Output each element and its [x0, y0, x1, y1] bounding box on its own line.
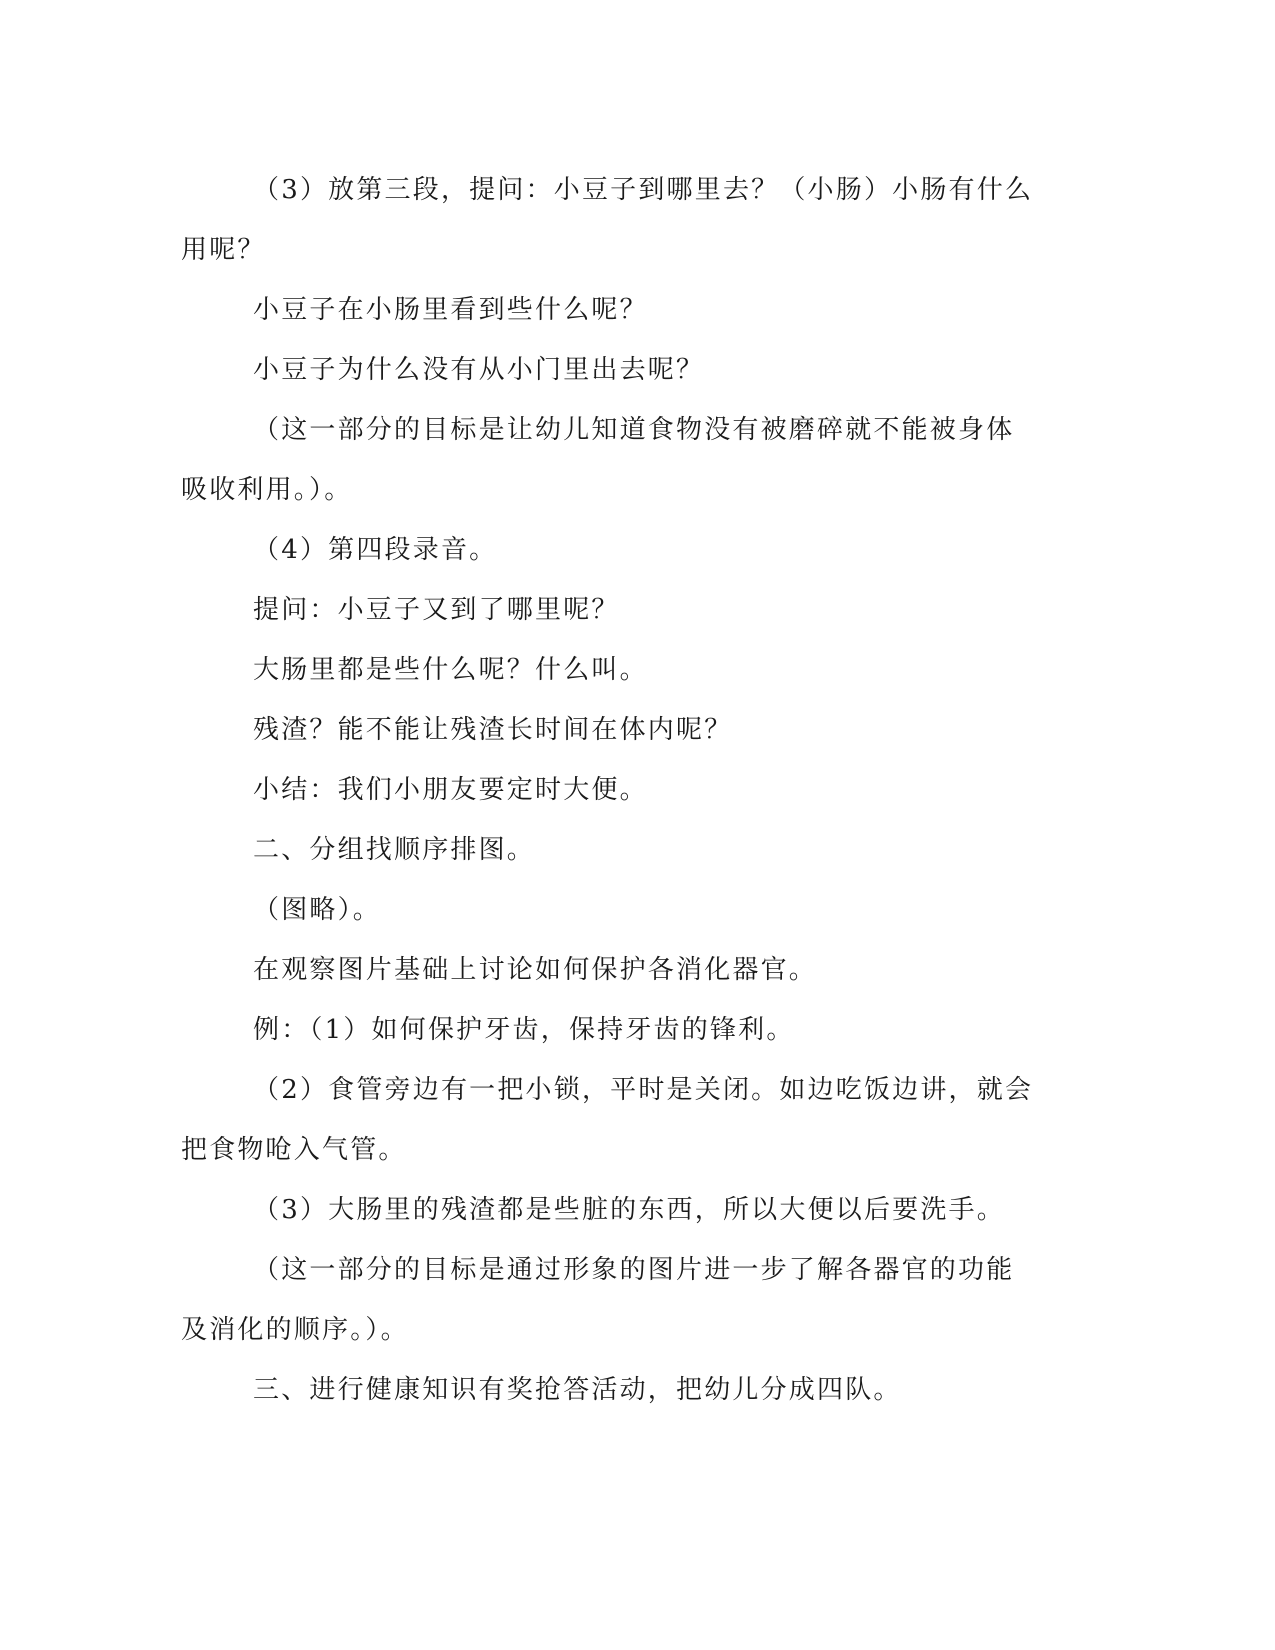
paragraph-step-4-recording: （4）第四段录音。 — [253, 535, 498, 565]
paragraph-residue: 残渣？能不能让残渣长时间在体内呢？ — [253, 715, 733, 745]
paragraph-small-door: 小豆子为什么没有从小门里出去呢？ — [253, 355, 705, 385]
paragraph-step-3-question: （3）放第三段，提问：小豆子到哪里去？（小肠）小肠有什么用呢？ — [181, 175, 1034, 265]
paragraph-example-2: （2）食管旁边有一把小锁，平时是关闭。如边吃饭边讲，就会把食物呛入气管。 — [181, 1075, 1034, 1165]
paragraph-large-intestine: 大肠里都是些什么呢？什么叫。 — [253, 655, 648, 685]
paragraph-summary: 小结：我们小朋友要定时大便。 — [253, 775, 648, 805]
document-body — [181, 160, 1037, 1420]
section-heading-3: 三、进行健康知识有奖抢答活动，把幼儿分成四队。 — [253, 1375, 902, 1405]
section-heading-2: 二、分组找顺序排图。 — [253, 835, 536, 865]
paragraph-question-where: 提问：小豆子又到了哪里呢？ — [253, 595, 620, 625]
paragraph-small-intestine-see: 小豆子在小肠里看到些什么呢？ — [253, 295, 648, 325]
paragraph-example-1: 例：（1）如何保护牙齿，保持牙齿的锋利。 — [253, 1015, 795, 1045]
paragraph-goal-absorption: （这一部分的目标是让幼儿知道食物没有被磨碎就不能被身体吸收利用。）。 — [181, 415, 1015, 505]
paragraph-figure-omitted: （图略）。 — [253, 895, 382, 925]
paragraph-goal-organs: （这一部分的目标是通过形象的图片进一步了解各器官的功能及消化的顺序。）。 — [181, 1255, 1015, 1345]
paragraph-example-3: （3）大肠里的残渣都是些脏的东西，所以大便以后要洗手。 — [253, 1195, 1005, 1225]
paragraph-discussion: 在观察图片基础上讨论如何保护各消化器官。 — [253, 955, 818, 985]
